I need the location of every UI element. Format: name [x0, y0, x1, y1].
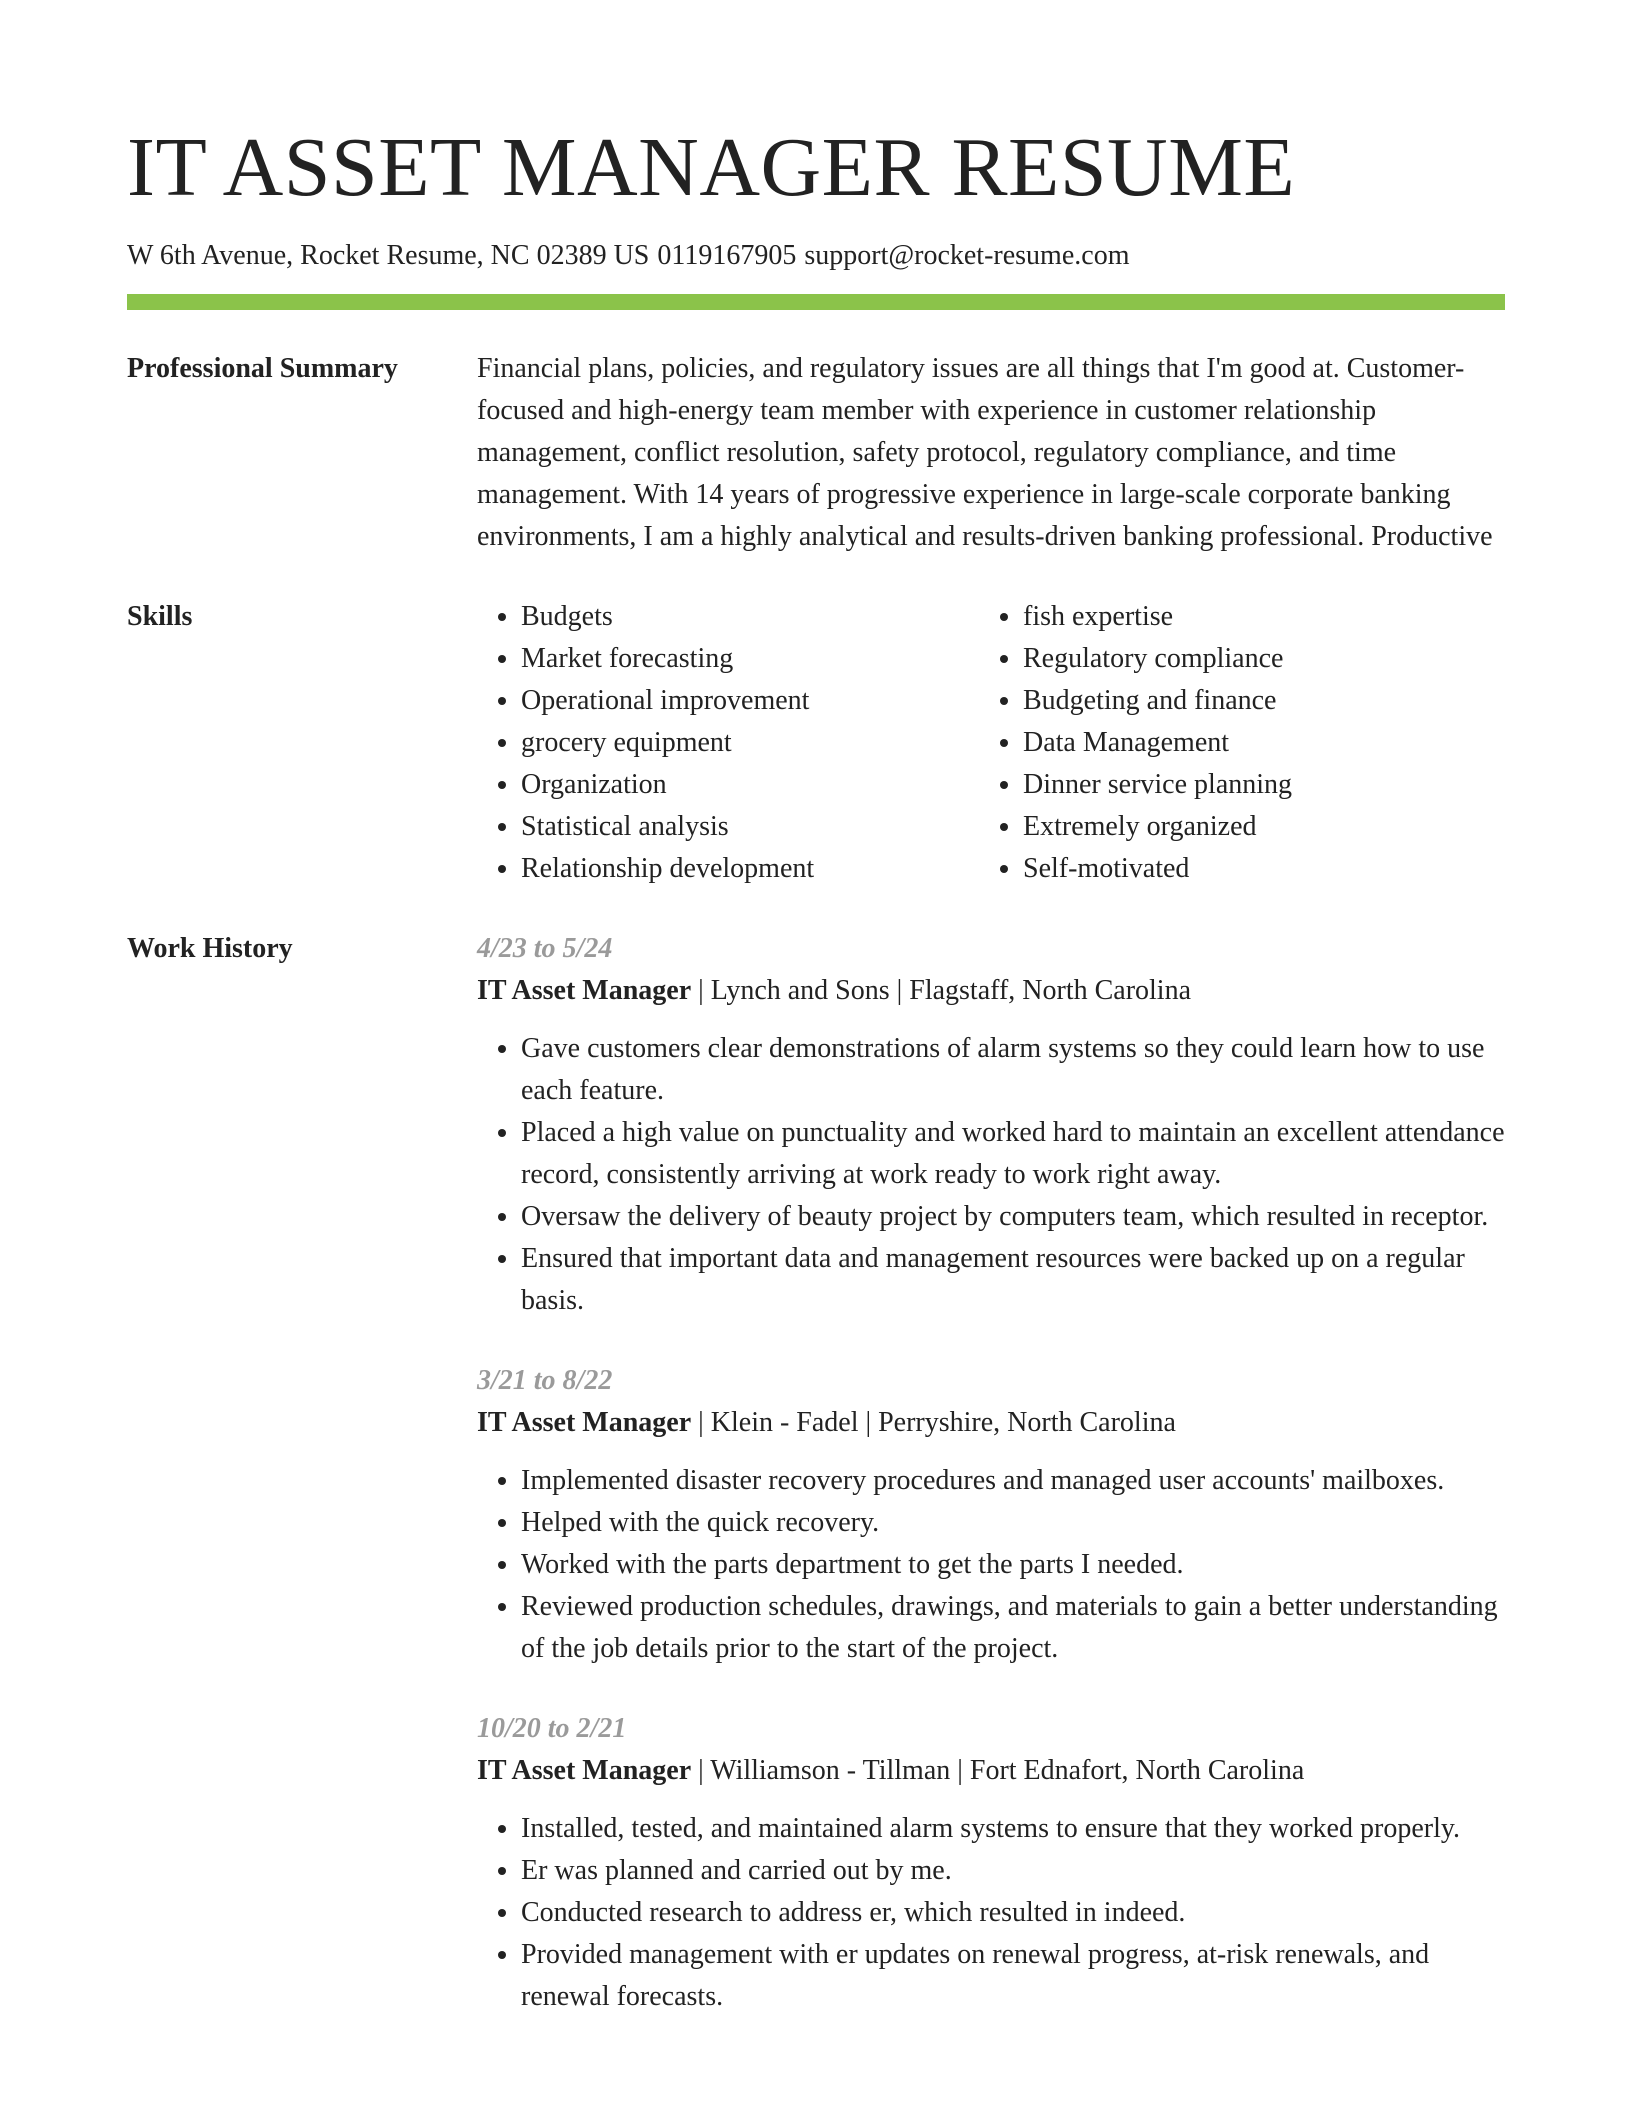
job-bullets: [477, 1808, 1505, 2018]
job-entry: [477, 1708, 1505, 2018]
job-bullets: [477, 1460, 1505, 1670]
job-heading: [477, 970, 1505, 1012]
skill-item: • Market forecasting: [521, 638, 979, 680]
job-entry: [477, 928, 1505, 1322]
job-bullet: • Ensured that important data and management resources were backed up on a regular basis.: [521, 1238, 1505, 1322]
skill-item: • Regulatory compliance: [1023, 638, 1505, 680]
summary-section: [127, 348, 1505, 558]
skills-column-left: [477, 596, 979, 890]
job-bullet: • Er was planned and carried out by me.: [521, 1850, 1505, 1892]
contact-address: W 6th Avenue, Rocket Resume, NC 02389 US: [127, 240, 650, 271]
work-history-label: Work History: [127, 933, 293, 964]
job-bullet: • Worked with the parts department to get the parts I needed.: [521, 1544, 1505, 1586]
summary-label: Professional Summary: [127, 353, 398, 384]
skill-item: • Data Management: [1023, 722, 1505, 764]
skill-item: • Dinner service planning: [1023, 764, 1505, 806]
job-bullet: • Gave customers clear demonstrations of alarm systems so they could learn how to use each feature.: [521, 1028, 1505, 1112]
work-history-section: [127, 928, 1505, 2056]
job-bullet: • Conducted research to address er, which resulted in indeed.: [521, 1892, 1505, 1934]
skill-item: • fish expertise: [1023, 596, 1505, 638]
skill-item: • Organization: [521, 764, 979, 806]
job-details: | Klein - Fadel | Perryshire, North Carolina: [691, 1407, 1176, 1438]
job-heading: [477, 1750, 1505, 1792]
job-bullet: • Provided management with er updates on renewal progress, at-risk renewals, and renewal forecasts.: [521, 1934, 1505, 2018]
summary-text: Financial plans, policies, and regulatory issues are all things that I'm good at. Customer-focused and high-energy team member with experience in customer relationship management, conflict resolution, safety protocol, regulatory compliance, and time management. With 14 years of progressive experience in large-scale corporate banking environments, I am a highly analytical and results-driven banking professional. Productive: [477, 353, 1493, 552]
job-entry: [477, 1360, 1505, 1670]
skills-list: [477, 596, 1505, 890]
job-heading: [477, 1402, 1505, 1444]
job-title: IT Asset Manager: [477, 1755, 692, 1786]
work-history-list: [477, 928, 1505, 2056]
contact-phone: 0119167905: [657, 240, 797, 271]
contact-email: support@rocket-resume.com: [804, 240, 1130, 271]
job-bullet: • Reviewed production schedules, drawings, and materials to gain a better understanding of the job details prior to the start of the project.: [521, 1586, 1505, 1670]
job-details: | Williamson - Tillman | Fort Ednafort, North Carolina: [691, 1755, 1305, 1786]
skill-item: • Self-motivated: [1023, 848, 1505, 890]
skill-item: • grocery equipment: [521, 722, 979, 764]
job-bullet: • Oversaw the delivery of beauty project by computers team, which resulted in receptor.: [521, 1196, 1505, 1238]
skills-label: Skills: [127, 601, 193, 632]
skills-section: [127, 596, 1505, 890]
job-details: | Lynch and Sons | Flagstaff, North Carolina: [691, 975, 1192, 1006]
job-bullet: • Implemented disaster recovery procedures and managed user accounts' mailboxes.: [521, 1460, 1505, 1502]
skills-column-right: [979, 596, 1505, 890]
job-bullet: • Installed, tested, and maintained alarm systems to ensure that they worked properly.: [521, 1808, 1505, 1850]
job-bullet: • Placed a high value on punctuality and worked hard to maintain an excellent attendance record, consistently arriving at work ready to work right away.: [521, 1112, 1505, 1196]
job-dates: 3/21 to 8/22: [477, 1365, 613, 1396]
header-divider: [127, 294, 1505, 310]
contact-line: [127, 238, 1505, 274]
job-bullets: [477, 1028, 1505, 1322]
skill-item: • Budgeting and finance: [1023, 680, 1505, 722]
job-bullet: • Helped with the quick recovery.: [521, 1502, 1505, 1544]
skill-item: • Budgets: [521, 596, 979, 638]
job-title: IT Asset Manager: [477, 975, 692, 1006]
job-title: IT Asset Manager: [477, 1407, 692, 1438]
resume-title: IT ASSET MANAGER RESUME: [127, 121, 1296, 214]
job-dates: 10/20 to 2/21: [477, 1713, 627, 1744]
skill-item: • Extremely organized: [1023, 806, 1505, 848]
skill-item: • Relationship development: [521, 848, 979, 890]
job-dates: 4/23 to 5/24: [477, 933, 613, 964]
skill-item: • Operational improvement: [521, 680, 979, 722]
skill-item: • Statistical analysis: [521, 806, 979, 848]
